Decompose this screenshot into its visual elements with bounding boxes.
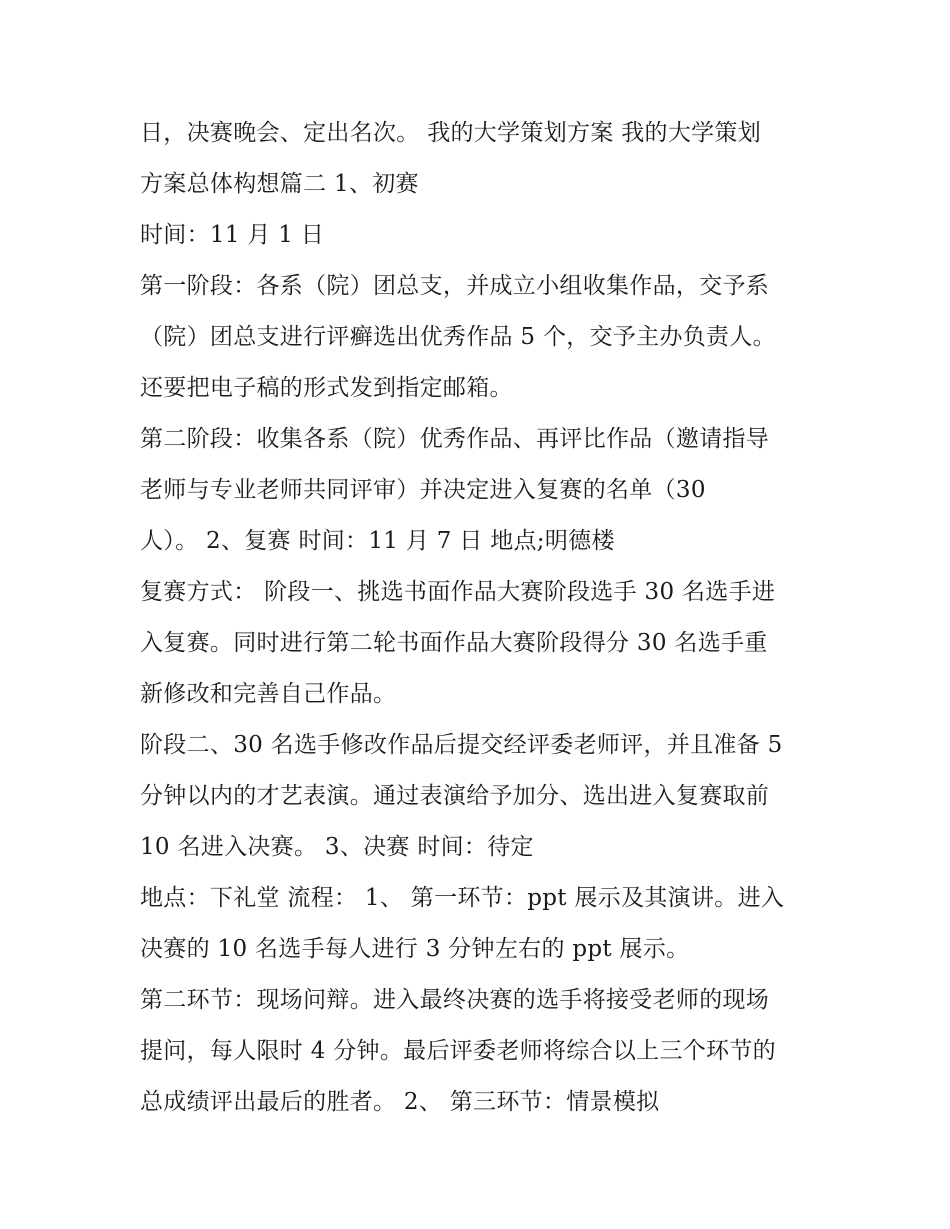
text-line: 总成绩评出最后的胜者。 2、 第三环节：情景模拟 [140,1089,660,1115]
text-line: 复赛方式： 阶段一、挑选书面作品大赛阶段选手 30 名选手进 [140,579,776,605]
text-line: 阶段二、30 名选手修改作品后提交经评委老师评，并且准备 5 [140,732,783,758]
text-line: 还要把电子稿的形式发到指定邮箱。 [140,375,513,401]
text-line: 老师与专业老师共同评审）并决定进入复赛的名单（30 [140,477,706,503]
text-line: （院）团总支进行评癣选出优秀作品 5 个，交予主办负责人。 [140,324,776,350]
document-body [140,108,820,1128]
text-line: 时间：11 月 1 日 [140,222,325,248]
text-line: 第二环节：现场问辩。进入最终决赛的选手将接受老师的现场 [140,987,770,1013]
text-line: 提问，每人限时 4 分钟。最后评委老师将综合以上三个环节的 [140,1038,776,1064]
text-line: 方案总体构想篇二 1、初赛 [140,171,419,197]
text-line: 10 名进入决赛。 3、决赛 时间：待定 [140,834,534,860]
text-line: 新修改和完善自己作品。 [140,681,397,707]
text-line: 日，决赛晚会、定出名次。 我的大学策划方案 我的大学策划 [140,120,762,146]
text-line: 人）。 2、复赛 时间：11 月 7 日 地点;明德楼 [140,528,615,554]
text-line: 分钟以内的才艺表演。通过表演给予加分、选出进入复赛取前 [140,783,770,809]
text-line: 第一阶段：各系（院）团总支，并成立小组收集作品，交予系 [140,273,770,299]
text-line: 地点：下礼堂 流程： 1、 第一环节：ppt 展示及其演讲。进入 [140,885,785,911]
text-line: 入复赛。同时进行第二轮书面作品大赛阶段得分 30 名选手重 [140,630,768,656]
text-line: 决赛的 10 名选手每人进行 3 分钟左右的 ppt 展示。 [140,936,690,962]
text-line: 第二阶段：收集各系（院）优秀作品、再评比作品（邀请指导 [140,426,770,452]
